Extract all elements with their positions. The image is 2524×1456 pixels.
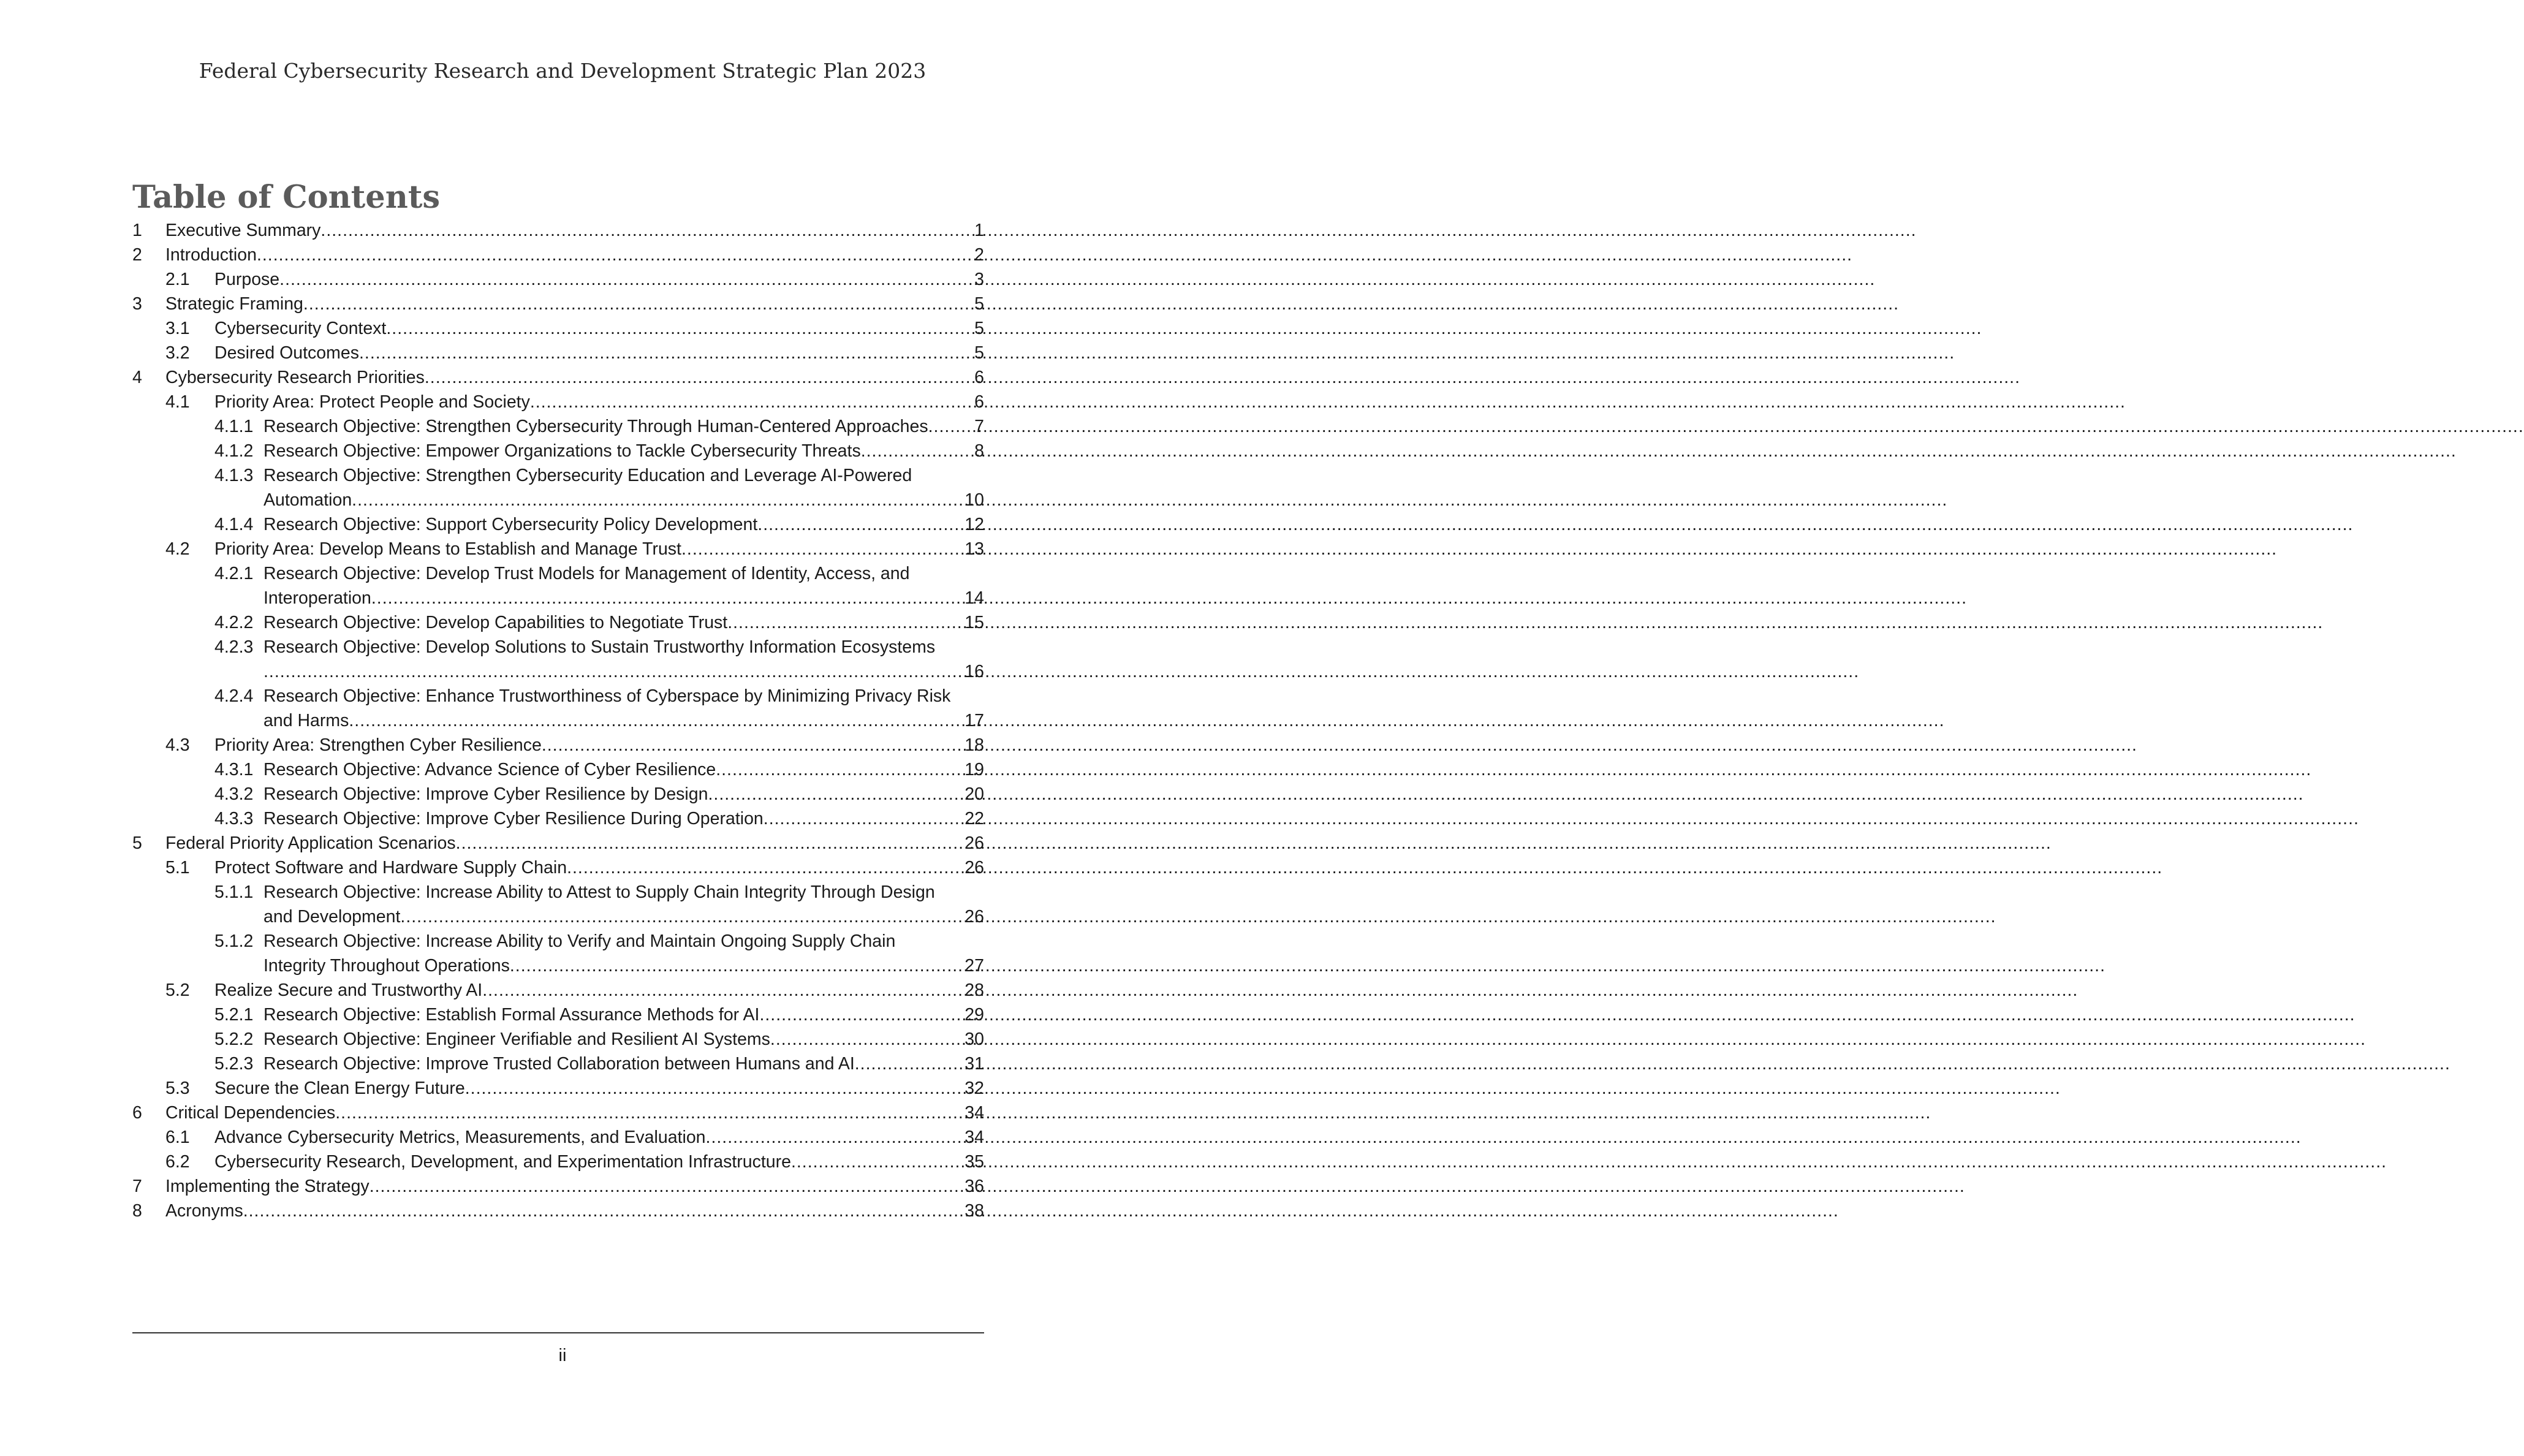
toc-entry-body bbox=[263, 1052, 984, 1076]
toc-entry-label: Priority Area: Strengthen Cyber Resilience bbox=[214, 735, 542, 755]
toc-entry-label: Secure the Clean Energy Future bbox=[214, 1079, 465, 1098]
toc-entry-page: 36 bbox=[965, 1177, 984, 1196]
toc-entry-body bbox=[214, 341, 984, 365]
toc-leader-dots bbox=[263, 659, 961, 684]
toc-entry-page: 1 bbox=[974, 221, 984, 240]
toc-entry-line bbox=[214, 659, 984, 684]
toc-entry-label: Strategic Framing bbox=[165, 294, 303, 314]
toc-entry-body bbox=[165, 1174, 984, 1199]
toc-entry-number: 5.3 bbox=[165, 1079, 190, 1098]
toc-entry-number: 5.1 bbox=[165, 858, 190, 878]
toc-entry-body bbox=[214, 978, 984, 1003]
toc-leader-dots bbox=[482, 978, 961, 1003]
toc-entry-number: 5.2 bbox=[165, 980, 190, 1000]
toc-leader-dots bbox=[335, 1101, 961, 1125]
toc-entry-body bbox=[263, 610, 984, 635]
footer-divider bbox=[132, 1332, 984, 1333]
toc-entry-label: Research Objective: Increase Ability to Attest to Supply Chain Integrity Through Design bbox=[263, 882, 935, 902]
toc-entry-line bbox=[214, 561, 984, 586]
toc-entry-page: 19 bbox=[965, 760, 984, 779]
toc-entry-label-continued: Integrity Throughout Operations bbox=[263, 956, 510, 976]
toc-entry-label: Purpose bbox=[214, 270, 280, 289]
toc-entry-page: 32 bbox=[965, 1079, 984, 1098]
toc-leader-dots bbox=[727, 610, 961, 635]
toc-entry-number: 6.2 bbox=[165, 1152, 190, 1172]
toc-entry[interactable] bbox=[132, 1150, 984, 1174]
toc-entry[interactable] bbox=[132, 1003, 984, 1027]
toc-entry-number: 5.2.1 bbox=[214, 1005, 254, 1025]
toc-entry-number: 2.1 bbox=[165, 270, 190, 289]
toc-entry-page: 22 bbox=[965, 809, 984, 828]
toc-entry-body bbox=[214, 316, 984, 341]
toc-entry-page: 34 bbox=[965, 1103, 984, 1123]
toc-entry-page: 31 bbox=[965, 1054, 984, 1074]
toc-entry-number: 4 bbox=[132, 368, 142, 387]
toc-entry-body bbox=[263, 757, 984, 782]
toc-entry-number: 4.1.4 bbox=[214, 515, 254, 534]
toc-entry-number: 4.3 bbox=[165, 735, 190, 755]
toc-entry-label: Research Objective: Enhance Trustworthiness of Cyberspace by Minimizing Privacy Risk bbox=[263, 686, 951, 706]
toc-entry[interactable] bbox=[132, 978, 984, 1003]
toc-entry-body bbox=[263, 512, 984, 537]
toc-entry-number: 7 bbox=[132, 1177, 142, 1196]
toc-entry-label: Cybersecurity Research, Development, and Experimentation Infrastructure bbox=[214, 1152, 791, 1172]
toc-entry[interactable] bbox=[132, 316, 984, 341]
toc-entry-body bbox=[165, 243, 984, 267]
toc-entry[interactable] bbox=[132, 243, 984, 267]
toc-entry-page: 2 bbox=[974, 245, 984, 265]
toc-entry-line bbox=[214, 463, 984, 488]
toc-entry-label: Implementing the Strategy bbox=[165, 1177, 370, 1196]
toc-entry-body bbox=[263, 806, 984, 831]
toc-entry-label: Advance Cybersecurity Metrics, Measurements, and Evaluation bbox=[214, 1128, 706, 1147]
toc-entry-number: 5.2.2 bbox=[214, 1029, 254, 1049]
toc-entry-body bbox=[165, 1199, 984, 1223]
toc-entry-number: 1 bbox=[132, 221, 142, 240]
toc-leader-dots bbox=[861, 439, 971, 463]
toc-leader-dots bbox=[708, 782, 961, 806]
toc-entry[interactable] bbox=[132, 684, 984, 733]
toc-leader-dots bbox=[757, 512, 961, 537]
toc-entry-label: Federal Priority Application Scenarios bbox=[165, 833, 456, 853]
toc-entry[interactable] bbox=[132, 806, 984, 831]
toc-entry-page: 5 bbox=[974, 343, 984, 363]
toc-entry-number: 5.1.2 bbox=[214, 931, 254, 951]
toc-entry-page: 18 bbox=[965, 735, 984, 755]
toc-entry-page: 26 bbox=[965, 858, 984, 878]
toc-entry-number: 5.2.3 bbox=[214, 1054, 254, 1074]
toc-entry-page: 20 bbox=[965, 784, 984, 804]
toc-leader-dots bbox=[706, 1125, 961, 1150]
toc-entry[interactable] bbox=[132, 1101, 984, 1125]
toc-entry-line bbox=[214, 635, 984, 659]
toc-entry-page: 14 bbox=[965, 588, 984, 608]
toc-leader-dots bbox=[681, 537, 961, 561]
toc-entry[interactable] bbox=[132, 537, 984, 561]
toc-leader-dots bbox=[386, 316, 971, 341]
toc-leader-dots bbox=[542, 733, 961, 757]
toc-entry[interactable] bbox=[132, 831, 984, 855]
toc-entry-page: 28 bbox=[965, 980, 984, 1000]
toc-entry-label: Cybersecurity Research Priorities bbox=[165, 368, 425, 387]
toc-entry[interactable] bbox=[132, 782, 984, 806]
toc-entry-line bbox=[214, 904, 984, 929]
toc-entry[interactable] bbox=[132, 610, 984, 635]
toc-entry-number: 5 bbox=[132, 833, 142, 853]
toc-entry-number: 3.1 bbox=[165, 319, 190, 338]
toc-entry[interactable] bbox=[132, 341, 984, 365]
page-number: ii bbox=[558, 1346, 567, 1365]
toc-entry-body bbox=[214, 267, 984, 292]
toc-entry[interactable] bbox=[132, 1199, 984, 1223]
toc-entry-label: Research Objective: Develop Capabilities to Negotiate Trust bbox=[263, 613, 728, 632]
toc-entry-number: 4.2.1 bbox=[214, 564, 254, 583]
toc-entry-page: 15 bbox=[965, 613, 984, 632]
toc-entry-line bbox=[214, 954, 984, 978]
toc-entry[interactable] bbox=[132, 512, 984, 537]
toc-entry-body bbox=[214, 733, 984, 757]
toc-leader-dots bbox=[400, 904, 961, 929]
toc-leader-dots bbox=[770, 1027, 961, 1052]
toc-entry-number: 8 bbox=[132, 1201, 142, 1221]
toc-entry-label: Research Objective: Increase Ability to Verify and Maintain Ongoing Supply Chain bbox=[263, 931, 896, 951]
toc-entry-page: 5 bbox=[974, 294, 984, 314]
toc-entry-label-continued: and Harms bbox=[263, 711, 349, 730]
toc-entry-body bbox=[214, 537, 984, 561]
toc-entry[interactable] bbox=[132, 733, 984, 757]
toc-leader-dots bbox=[567, 855, 961, 880]
toc-entry-label: Research Objective: Engineer Verifiable and Resilient AI Systems bbox=[263, 1029, 770, 1049]
toc-entry-label: Priority Area: Develop Means to Establish and Manage Trust bbox=[214, 539, 681, 559]
toc-entry-label: Research Objective: Support Cybersecurity Policy Development bbox=[263, 515, 758, 534]
toc-entry-page: 10 bbox=[965, 490, 984, 510]
toc-leader-dots bbox=[349, 708, 961, 733]
toc-entry-page: 12 bbox=[965, 515, 984, 534]
toc-leader-dots bbox=[352, 488, 961, 512]
toc-leader-dots bbox=[465, 1076, 961, 1101]
toc-entry-page: 30 bbox=[965, 1029, 984, 1049]
running-header: Federal Cybersecurity Research and Development Strategic Plan 2023 bbox=[199, 59, 927, 83]
toc-entry-label: Protect Software and Hardware Supply Chain bbox=[214, 858, 567, 878]
toc-entry-page: 17 bbox=[965, 711, 984, 730]
toc-entry-label-continued: Interoperation bbox=[263, 588, 371, 608]
toc-entry-body bbox=[214, 855, 984, 880]
toc-entry-label: Research Objective: Establish Formal Assurance Methods for AI bbox=[263, 1005, 760, 1025]
toc-leader-dots bbox=[855, 1052, 961, 1076]
toc-entry-label-continued: Automation bbox=[263, 490, 352, 510]
table-of-contents bbox=[132, 218, 984, 1223]
toc-entry-label: Desired Outcomes bbox=[214, 343, 360, 363]
toc-leader-dots bbox=[370, 1174, 961, 1199]
toc-entry-page: 26 bbox=[965, 833, 984, 853]
toc-entry-number: 6 bbox=[132, 1103, 142, 1123]
toc-entry-page: 38 bbox=[965, 1201, 984, 1221]
toc-entry[interactable] bbox=[132, 414, 984, 439]
toc-entry[interactable] bbox=[132, 439, 984, 463]
toc-entry[interactable] bbox=[132, 757, 984, 782]
toc-entry-label: Introduction bbox=[165, 245, 257, 265]
toc-entry-body bbox=[165, 831, 984, 855]
toc-heading: Table of Contents bbox=[132, 179, 441, 216]
toc-leader-dots bbox=[530, 390, 971, 414]
toc-entry[interactable] bbox=[132, 267, 984, 292]
toc-entry-label-continued: and Development bbox=[263, 907, 401, 927]
toc-entry-number: 4.3.2 bbox=[214, 784, 254, 804]
toc-entry-number: 5.1.1 bbox=[214, 882, 254, 902]
toc-entry-body bbox=[165, 1101, 984, 1125]
toc-entry-body bbox=[214, 1125, 984, 1150]
toc-entry[interactable] bbox=[132, 1174, 984, 1199]
toc-entry-page: 35 bbox=[965, 1152, 984, 1172]
toc-leader-dots bbox=[791, 1150, 961, 1174]
toc-entry-number: 4.2.4 bbox=[214, 686, 254, 706]
toc-entry-label: Research Objective: Develop Trust Models for Management of Identity, Access, and bbox=[263, 564, 910, 583]
toc-entry-number: 4.1.2 bbox=[214, 441, 254, 461]
toc-entry-body bbox=[263, 1027, 984, 1052]
toc-entry[interactable] bbox=[132, 390, 984, 414]
toc-entry-body bbox=[214, 1150, 984, 1174]
toc-entry-label: Research Objective: Strengthen Cybersecurity Through Human-Centered Approaches bbox=[263, 417, 928, 436]
toc-entry-body bbox=[263, 439, 984, 463]
toc-entry[interactable] bbox=[132, 855, 984, 880]
toc-entry[interactable] bbox=[132, 1076, 984, 1101]
toc-entry-label: Realize Secure and Trustworthy AI bbox=[214, 980, 483, 1000]
toc-entry-label: Executive Summary bbox=[165, 221, 321, 240]
toc-leader-dots bbox=[928, 414, 971, 439]
toc-entry[interactable] bbox=[132, 880, 984, 929]
toc-entry-number: 3 bbox=[132, 294, 142, 314]
toc-leader-dots bbox=[759, 1003, 961, 1027]
toc-entry-number: 6.1 bbox=[165, 1128, 190, 1147]
toc-entry[interactable] bbox=[132, 292, 984, 316]
toc-entry[interactable] bbox=[132, 561, 984, 610]
toc-entry-number: 4.1.1 bbox=[214, 417, 254, 436]
toc-leader-dots bbox=[456, 831, 961, 855]
toc-entry-body bbox=[165, 292, 984, 316]
toc-entry[interactable] bbox=[132, 635, 984, 684]
toc-entry-page: 13 bbox=[965, 539, 984, 559]
toc-entry[interactable] bbox=[132, 365, 984, 390]
toc-leader-dots bbox=[510, 954, 961, 978]
toc-entry-label: Acronyms bbox=[165, 1201, 243, 1221]
toc-entry-body bbox=[263, 1003, 984, 1027]
toc-entry-page: 26 bbox=[965, 907, 984, 927]
toc-entry-label: Research Objective: Improve Trusted Collaboration between Humans and AI bbox=[263, 1054, 855, 1074]
toc-entry-page: 6 bbox=[974, 368, 984, 387]
toc-entry-line bbox=[214, 929, 984, 954]
toc-entry-number: 4.3.3 bbox=[214, 809, 254, 828]
toc-entry[interactable] bbox=[132, 929, 984, 978]
toc-entry[interactable] bbox=[132, 1052, 984, 1076]
toc-entry-label: Research Objective: Empower Organizations to Tackle Cybersecurity Threats bbox=[263, 441, 861, 461]
toc-entry-body bbox=[214, 390, 984, 414]
toc-leader-dots bbox=[371, 586, 961, 610]
toc-entry-label: Research Objective: Develop Solutions to Sustain Trustworthy Information Ecosystems bbox=[263, 637, 936, 657]
toc-leader-dots bbox=[279, 267, 971, 292]
toc-entry-number: 4.1 bbox=[165, 392, 190, 412]
toc-entry-body bbox=[263, 782, 984, 806]
toc-leader-dots bbox=[320, 218, 971, 243]
toc-leader-dots bbox=[257, 243, 971, 267]
toc-entry-page: 34 bbox=[965, 1128, 984, 1147]
toc-entry-number: 2 bbox=[132, 245, 142, 265]
toc-entry-label: Research Objective: Improve Cyber Resilience by Design bbox=[263, 784, 708, 804]
toc-entry-line bbox=[214, 586, 984, 610]
toc-entry-line bbox=[214, 708, 984, 733]
toc-entry-page: 29 bbox=[965, 1005, 984, 1025]
toc-leader-dots bbox=[359, 341, 971, 365]
toc-entry-number: 4.1.3 bbox=[214, 466, 254, 485]
toc-entry-label: Priority Area: Protect People and Society bbox=[214, 392, 530, 412]
toc-leader-dots bbox=[716, 757, 961, 782]
toc-entry-page: 3 bbox=[974, 270, 984, 289]
toc-entry-page: 7 bbox=[974, 417, 984, 436]
toc-entry-line bbox=[214, 684, 984, 708]
toc-entry-number: 4.2 bbox=[165, 539, 190, 559]
toc-entry-body bbox=[263, 414, 984, 439]
toc-entry-body bbox=[214, 1076, 984, 1101]
toc-entry[interactable] bbox=[132, 463, 984, 512]
toc-entry[interactable] bbox=[132, 1027, 984, 1052]
toc-leader-dots bbox=[764, 806, 961, 831]
toc-entry-number: 4.3.1 bbox=[214, 760, 254, 779]
toc-entry[interactable] bbox=[132, 218, 984, 243]
toc-entry-number: 3.2 bbox=[165, 343, 190, 363]
toc-leader-dots bbox=[243, 1199, 961, 1223]
toc-entry-page: 6 bbox=[974, 392, 984, 412]
toc-entry-body bbox=[165, 218, 984, 243]
toc-entry-label: Research Objective: Advance Science of Cyber Resilience bbox=[263, 760, 716, 779]
toc-entry-number: 4.2.2 bbox=[214, 613, 254, 632]
toc-entry-line bbox=[214, 488, 984, 512]
toc-entry-number: 4.2.3 bbox=[214, 637, 254, 657]
toc-entry-page: 27 bbox=[965, 956, 984, 976]
toc-entry-page: 16 bbox=[965, 662, 984, 681]
toc-entry-label: Critical Dependencies bbox=[165, 1103, 336, 1123]
toc-entry-label: Cybersecurity Context bbox=[214, 319, 387, 338]
toc-entry-body bbox=[165, 365, 984, 390]
toc-entry-label: Research Objective: Strengthen Cybersecurity Education and Leverage AI-Powered bbox=[263, 466, 912, 485]
toc-leader-dots bbox=[425, 365, 971, 390]
toc-leader-dots bbox=[303, 292, 971, 316]
toc-entry-line bbox=[214, 880, 984, 904]
toc-entry-label: Research Objective: Improve Cyber Resilience During Operation bbox=[263, 809, 764, 828]
toc-entry[interactable] bbox=[132, 1125, 984, 1150]
toc-entry-page: 5 bbox=[974, 319, 984, 338]
toc-entry-page: 8 bbox=[974, 441, 984, 461]
